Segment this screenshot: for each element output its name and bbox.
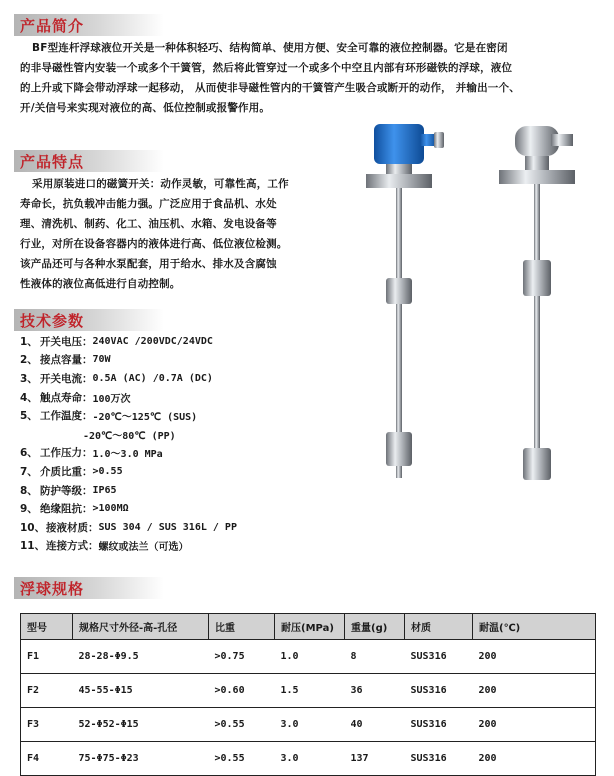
spec-num: 6、 — [20, 447, 38, 460]
table-row — [21, 742, 596, 776]
spec-value: 240VAC /200VDC/24VDC — [92, 335, 213, 347]
cell-weight: 36 — [345, 674, 405, 708]
spec-num: 3、 — [20, 372, 38, 385]
spec-num: 8、 — [20, 484, 38, 497]
float-spec-table — [20, 613, 596, 776]
intro-line: 的上升或下降会带动浮球一起移动， 从而使非导磁性管内的干簧管产生吸合或断开的动作， 并输出一个、 — [20, 82, 520, 94]
spec-value: SUS 304 / SUS 316L / PP — [98, 521, 237, 533]
specs-heading: 技术参数 — [20, 311, 85, 330]
cell-temperature: 200 — [473, 640, 596, 674]
col-weight: 重量(g) — [345, 614, 405, 640]
specs-heading-block — [14, 309, 164, 331]
spec-value: IP65 — [92, 484, 117, 496]
cell-size: 75-Φ75-Φ23 — [73, 742, 209, 776]
floats-heading: 浮球规格 — [20, 579, 85, 598]
cell-size: 52-Φ52-Φ15 — [73, 708, 209, 742]
spec-key: 工作压力： — [40, 447, 93, 460]
cell-material: SUS316 — [405, 742, 473, 776]
features-heading-block — [14, 150, 164, 172]
cell-pressure: 1.0 — [275, 640, 345, 674]
intro-heading: 产品简介 — [20, 16, 85, 35]
features-line: 行业，对所在设备容器内的液体进行高、低位液位检测。 — [20, 238, 288, 250]
intro-heading-block — [14, 14, 164, 36]
spec-value: -20℃～125℃ (SUS) — [92, 412, 198, 424]
cell-temperature: 200 — [473, 674, 596, 708]
intro-line: 开/关信号来实现对液位的高、低位控制或报警作用。 — [20, 102, 271, 114]
cell-weight: 137 — [345, 742, 405, 776]
intro-line: BF型连杆浮球液位开关是一种体积轻巧、结构简单、使用方便、安全可靠的液位控制器。它是在密闭 — [32, 42, 508, 54]
col-size: 规格尺寸外径-高-孔径 — [73, 614, 209, 640]
col-pressure: 耐压(MPa) — [275, 614, 345, 640]
features-line: 寿命长，抗负载冲击能力强。广泛应用于食品机、水处 — [20, 198, 277, 210]
spec-row-voltage — [20, 332, 350, 351]
features-paragraph — [20, 174, 360, 294]
cell-temperature: 200 — [473, 742, 596, 776]
spec-num: 4、 — [20, 391, 38, 404]
cell-pressure: 3.0 — [275, 708, 345, 742]
spec-key: 工作温度： — [40, 410, 93, 423]
spec-row-insulation — [20, 499, 350, 518]
table-row — [21, 674, 596, 708]
table-header-row — [21, 614, 596, 640]
spec-num: 2、 — [20, 354, 38, 367]
spec-num: 7、 — [20, 465, 38, 478]
col-temperature: 耐温(℃) — [473, 614, 596, 640]
spec-row-material — [20, 518, 350, 537]
table-row — [21, 708, 596, 742]
floats-heading-block — [14, 577, 164, 599]
cell-size: 45-55-Φ15 — [73, 674, 209, 708]
cell-pressure: 3.0 — [275, 742, 345, 776]
cell-model: F2 — [21, 674, 73, 708]
spec-row-current — [20, 369, 350, 388]
spec-key: 介质比重： — [40, 465, 93, 478]
spec-row-capacity — [20, 351, 350, 370]
spec-key: 接液材质： — [46, 521, 99, 534]
spec-num: 1、 — [20, 335, 38, 348]
product-photo-blue-housing — [350, 118, 470, 486]
cell-model: F1 — [21, 640, 73, 674]
cell-material: SUS316 — [405, 674, 473, 708]
features-heading: 产品特点 — [20, 152, 85, 171]
col-material: 材质 — [405, 614, 473, 640]
spec-value: 螺纹或法兰（可选） — [98, 542, 189, 554]
intro-line: 的非导磁性管内安装一个或多个干簧管，然后将此管穿过一个或多个中空且内部有环形磁铁的浮球，液位 — [20, 62, 513, 74]
col-density: 比重 — [209, 614, 275, 640]
spec-value: -20℃～80℃ (PP) — [83, 430, 176, 442]
features-line: 理、清洗机、制药、化工、油压机、水箱、发电设备等 — [20, 218, 277, 230]
features-line: 该产品还可与各种水泵配套，用于给水、排水及含腐蚀 — [20, 258, 277, 270]
spec-num: 9、 — [20, 503, 38, 516]
spec-num: 5、 — [20, 410, 38, 423]
spec-key: 防护等级： — [40, 484, 93, 497]
spec-value: 1.0～3.0 MPa — [92, 449, 163, 461]
spec-key: 绝缘阻抗： — [40, 503, 93, 516]
cell-size: 28-28-Φ9.5 — [73, 640, 209, 674]
spec-row-density — [20, 462, 350, 481]
spec-value: >0.55 — [92, 465, 123, 477]
cell-material: SUS316 — [405, 640, 473, 674]
spec-key: 连接方式： — [46, 540, 99, 553]
spec-row-temperature — [20, 406, 350, 425]
cell-model: F4 — [21, 742, 73, 776]
cell-density: >0.75 — [209, 640, 275, 674]
cell-density: >0.55 — [209, 708, 275, 742]
cell-weight: 8 — [345, 640, 405, 674]
features-line: 采用原装进口的磁簧开关：动作灵敏，可靠性高，工作 — [32, 178, 289, 190]
features-line: 性液体的液位高低进行自动控制。 — [20, 278, 181, 290]
spec-row-temperature-pp — [20, 425, 350, 444]
table-row — [21, 640, 596, 674]
spec-key: 触点寿命： — [40, 391, 93, 404]
spec-row-connection — [20, 537, 350, 556]
spec-value: 70W — [92, 354, 111, 366]
col-model: 型号 — [21, 614, 73, 640]
product-photo-steel-housing — [485, 118, 595, 486]
cell-weight: 40 — [345, 708, 405, 742]
spec-value: 100万次 — [92, 393, 131, 405]
spec-row-pressure — [20, 444, 350, 463]
spec-value: >100MΩ — [92, 503, 129, 515]
spec-row-life — [20, 388, 350, 407]
spec-key: 开关电压： — [40, 335, 93, 348]
spec-num: 11、 — [20, 540, 46, 553]
cell-density: >0.55 — [209, 742, 275, 776]
intro-paragraph — [20, 38, 606, 118]
spec-key: 开关电流： — [40, 372, 93, 385]
cell-density: >0.60 — [209, 674, 275, 708]
spec-row-protection — [20, 481, 350, 500]
spec-list — [20, 332, 350, 555]
cell-temperature: 200 — [473, 708, 596, 742]
spec-num: 10、 — [20, 521, 46, 534]
spec-key: 接点容量： — [40, 354, 93, 367]
spec-value: 0.5A (AC) /0.7A (DC) — [92, 372, 213, 384]
cell-material: SUS316 — [405, 708, 473, 742]
cell-model: F3 — [21, 708, 73, 742]
cell-pressure: 1.5 — [275, 674, 345, 708]
